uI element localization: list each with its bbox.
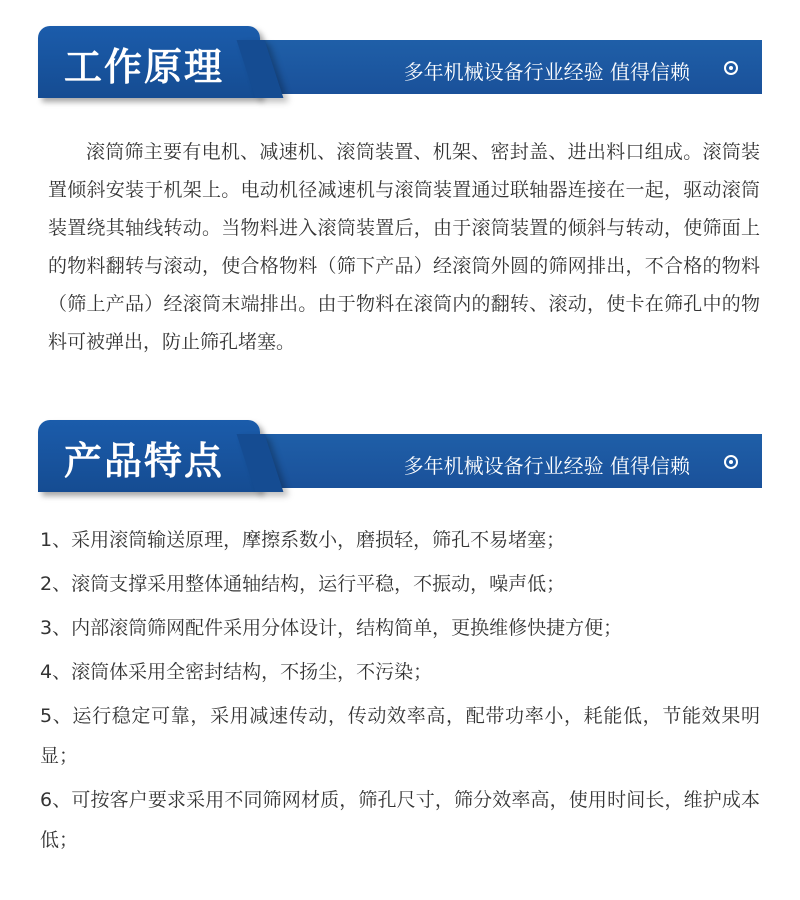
list-item: 3、内部滚筒筛网配件采用分体设计，结构简单，更换维修快捷方便； xyxy=(40,617,623,639)
radio-dot-icon xyxy=(724,61,738,75)
list-item: 2、滚筒支撑采用整体通轴结构，运行平稳，不振动，噪声低； xyxy=(40,573,566,595)
header-slogan: 多年机械设备行业经验 值得信赖 xyxy=(403,60,690,84)
list-item: 4、滚筒体采用全密封结构，不扬尘，不污染； xyxy=(40,661,433,683)
section-header-working-principle xyxy=(38,26,762,94)
section-title: 工作原理 xyxy=(64,45,225,89)
section-header-product-features xyxy=(38,420,762,488)
working-principle-paragraph: 滚筒筛主要有电机、减速机、滚筒装置、机架、密封盖、进出料口组成。滚筒装置倾斜安装于机架上。电动机径减速机与滚筒装置通过联轴器连接在一起，驱动滚筒装置绕其轴线转动。当物料进入滚筒装置后，由于滚筒装置的倾斜与转动，使筛面上的物料翻转与滚动，使合格物料（筛下产品）经滚筒外圆的筛网排出，不合格的物料（筛上产品）经滚筒末端排出。由于物料在滚筒内的翻转、滚动，使卡在筛孔中的物料可被弹出，防止筛孔堵塞。 xyxy=(48,141,760,353)
header-slogan: 多年机械设备行业经验 值得信赖 xyxy=(403,454,690,478)
feature-list xyxy=(40,520,760,864)
list-item: 1、采用滚筒输送原理，摩擦系数小，磨损轻，筛孔不易堵塞； xyxy=(40,529,566,551)
list-item: 5、运行稳定可靠，采用减速传动，传动效率高，配带功率小，耗能低，节能效果明显； xyxy=(40,705,760,767)
section-title: 产品特点 xyxy=(64,439,225,483)
list-item: 6、可按客户要求采用不同筛网材质，筛孔尺寸，筛分效率高，使用时间长，维护成本低； xyxy=(40,789,760,851)
radio-dot-icon xyxy=(724,455,738,469)
